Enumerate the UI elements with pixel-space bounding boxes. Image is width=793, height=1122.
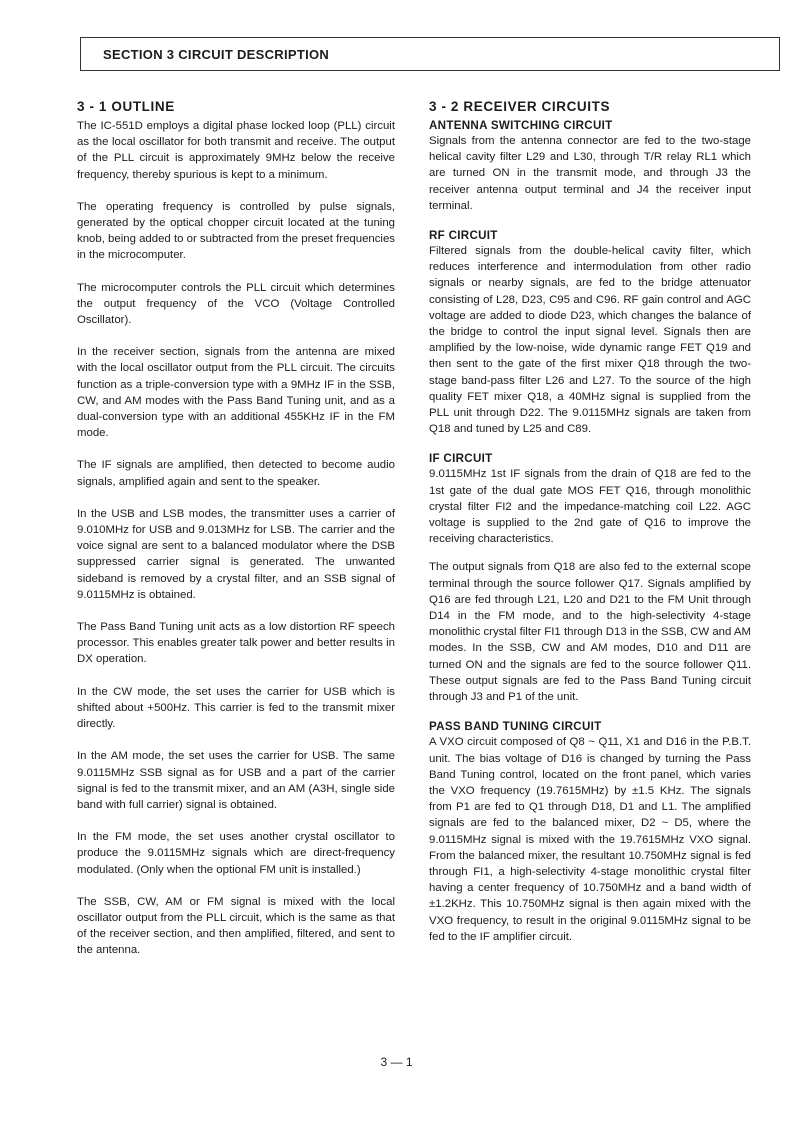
outline-paragraph: The IF signals are amplified, then detected to become audio signals, amplified again and sent to the speaker. — [77, 459, 395, 488]
section-title: SECTION 3 CIRCUIT DESCRIPTION — [103, 47, 330, 62]
outline-paragraph: In the USB and LSB modes, the transmitter uses a carrier of 9.010MHz for USB and 9.013MHz for LSB. The carrier and the voice signal are sent to a balanced modulator where the DSB suppressed carrier signal is generated. The unwanted sideband is removed by a crystal filter, and an SSB signal of 9.0115MHz is obtained. — [77, 507, 395, 601]
antenna-paragraph: Signals from the antenna connector are fed to the two-stage helical cavity filter L29 and L30, through T/R relay RL1 which are turned ON in the transmit mode, and through J3 the receiver antenna output terminal and J4 the receiver input terminal. — [429, 135, 751, 212]
rf-paragraph: Filtered signals from the double-helical cavity filter, which reduces interference and intermodulation from other radio signals or nearby signals, are fed to the bridge attenuator consisting of L28, D23, C95 and C96. RF gain control and AGC voltage are added to diode D23, which changes the balance of the bridge to control the input signal level. Signals then are amplified by the low-noise, wide dynamic range FET Q19 and then sent to the gate of the first mixer Q18 through the two- stage band-pass filter L26 and L27. To the source of the high quality FET mixer Q18, a 40MHz signal is supplied from the PLL unit through D22. The 9.0115MHz signals are taken from Q18 and tuned by L25 and C89. — [429, 245, 751, 436]
antenna-heading: ANTENNA SWITCHING CIRCUIT — [429, 119, 613, 132]
if-paragraph: 9.0115MHz 1st IF signals from the drain of Q18 are fed to the 1st gate of the dual gate MOS FET Q16, through monolithic crystal filter FI2 and the impedance-matching coil L22. AGC voltage is supplied to the 2nd gate of Q16 to improve the receiving characteristics. — [429, 468, 751, 546]
receiver-title: 3 - 2 RECEIVER CIRCUITS — [429, 99, 611, 114]
if-paragraph: The output signals from Q18 are also fed to the external scope terminal through the source follower Q17. Signals amplified by Q16 are fed through L21, L20 and D21 to the FM Unit through D14 in the FM mode, and to the high-selectivity 4-stage monolithic crystal filter FI1 through D13 in the SSB, CW and AM modes. In the SSB, CW and AM modes, D10 and D11 are turned ON and the signals are fed to the source follower Q11. These output signals are fed to the Pass Band Tuning circuit through J3 and P1 of the unit. — [429, 561, 751, 704]
outline-paragraph: The operating frequency is controlled by pulse signals, generated by the optical chopper circuit located at the tuning knob, being added to or subtracted from the preset frequencies in the microcomputer. — [77, 200, 395, 262]
left-column — [77, 99, 395, 959]
right-column — [429, 99, 751, 945]
outline-paragraph: The microcomputer controls the PLL circuit which determines the output frequency of the VCO (Voltage Controlled Oscillator). — [77, 281, 395, 327]
section-header-box — [80, 37, 780, 71]
outline-paragraph: In the FM mode, the set uses another crystal oscillator to produce the 9.0115MHz signals which are direct-frequency modulated. (Only when the optional FM unit is installed.) — [77, 831, 395, 876]
outline-paragraph: The Pass Band Tuning unit acts as a low distortion RF speech processor. This enables greater talk power and better results in DX operation. — [77, 621, 395, 666]
rf-heading: RF CIRCUIT — [429, 229, 498, 243]
outline-paragraph: The SSB, CW, AM or FM signal is mixed with the local oscillator output from the PLL circuit, which is the same as that of the receiver section, and then amplified, filtered, and sent to the antenna. — [77, 895, 395, 957]
outline-paragraph: The IC-551D employs a digital phase locked loop (PLL) circuit as the local oscillator for both transmit and receive. The output of the PLL circuit is approximately 9MHz below the receive frequency, thereby spurious is kept to a minimum. — [77, 120, 395, 181]
if-heading: IF CIRCUIT — [429, 452, 493, 466]
outline-paragraph: In the CW mode, the set uses the carrier for USB which is shifted about +500Hz. This carrier is fed to the transmit mixer directly. — [77, 685, 395, 731]
outline-paragraph: In the receiver section, signals from the antenna are mixed with the local oscillator output from the PLL circuit. The circuits function as a triple-conversion type with a 9MHz IF in the SSB, CW, and AM modes with the Pass Band Tuning unit, and as a dual-conversion type with an additional 455KHz IF in the FM mode. — [77, 346, 395, 440]
pbt-paragraph: A VXO circuit composed of Q8 ~ Q11, X1 and D16 in the P.B.T. unit. The bias voltage of D16 is changed by turning the Pass Band Tuning control, located on the front panel, which varies the VXO frequency (19.7615MHz) by ±1.5 KHz. The signals from P1 are fed to Q1 through D18, D1 and L1. The amplified signals are fed to the balanced mixer, D2 ~ D5, where the 9.0115MHz signal is mixed with the 19.7615MHz VXO signal. From the balanced mixer, the resultant 10.750MHz signal is fed through FI1, a high-selectivity 4-stage monolithic crystal filter having a center frequency of 10.750MHz and a band width of ±1.2KHz. This 10.750MHz signal is then again mixed with the VXO frequency, to result in the original 9.0115MHz signal to be fed to the IF amplifier circuit. — [429, 736, 751, 943]
outline-title: 3 - 1 OUTLINE — [77, 99, 175, 114]
pbt-heading: PASS BAND TUNING CIRCUIT — [429, 720, 602, 734]
page-number: 3 — 1 — [380, 1055, 413, 1069]
outline-paragraph: In the AM mode, the set uses the carrier for USB. The same 9.0115MHz SSB signal as for USB and a part of the carrier signal is fed to the transmit mixer, and an AM (A3H, single side band with full carrier) signal is obtained. — [77, 750, 395, 811]
